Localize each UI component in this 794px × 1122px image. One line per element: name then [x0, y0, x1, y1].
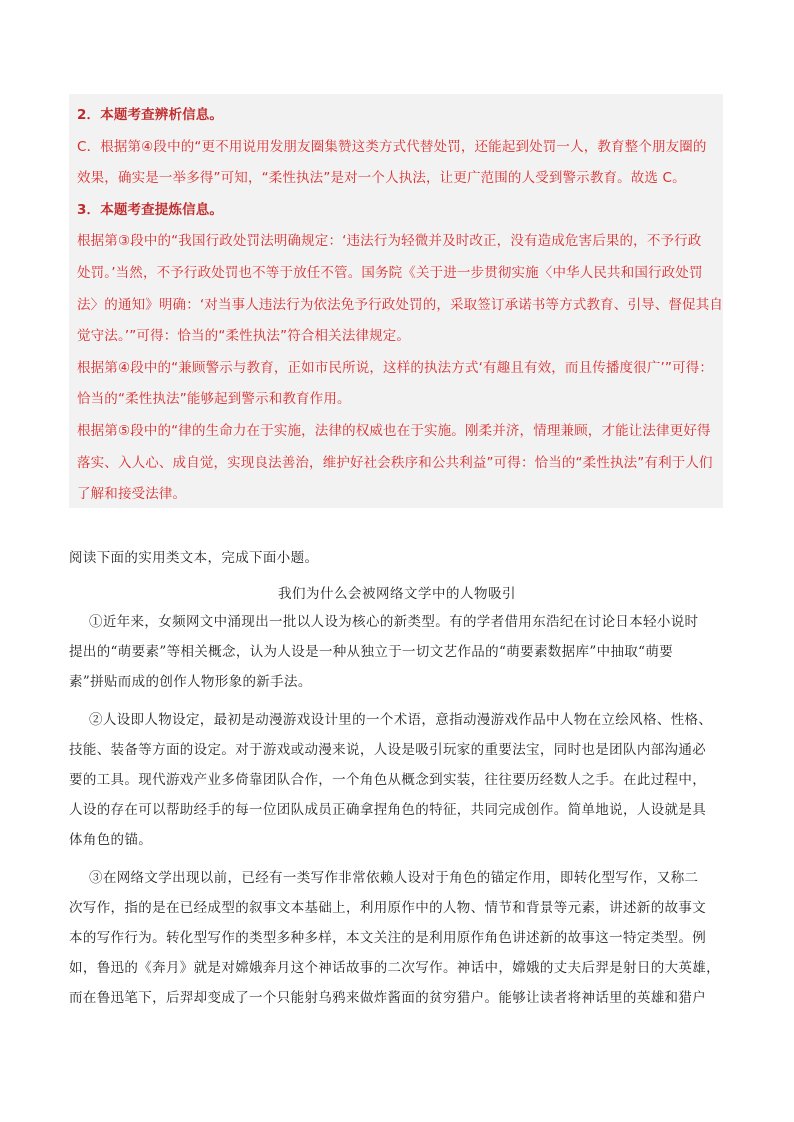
answer-text: 根据第⑤段中的“律的生命力在于实施，法律的权威也在于实施。刚柔并济，情理兼顾，才能让法律更好得	[77, 422, 711, 439]
answer-text: 效果，确实是一举多得”可知，“柔性执法”是对一个人执法，让更广范围的人受到警示教育。故选 C。	[77, 170, 686, 187]
paragraph-line: 次写作，指的是在已经成型的叙事文本基础上，利用原作中的人物、情节和背景等元素，讲述新的故事文	[69, 900, 707, 916]
answer-text: 觉守法。’”可得：恰当的“柔性执法”符合相关法律规定。	[77, 328, 411, 345]
paragraph-line: ①近年来，女频网文中涌现出一批以人设为核心的新类型。有的学者借用东浩纪在讨论日本轻小说时	[89, 614, 699, 630]
answer-text: 处罚。’当然，不予行政处罚也不等于放任不管。国务院《关于进一步贯彻实施〈中华人民共和国行政处罚	[77, 264, 703, 281]
article-title: 我们为什么会被网络文学中的人物吸引	[278, 586, 516, 602]
paragraph-line: 要的工具。现代游戏产业多倚靠团队合作，一个角色从概念到实装，往往要历经数人之手。在此过程中，	[69, 772, 707, 788]
paragraph-line: 技能、装备等方面的设定。对于游戏或动漫来说，人设是吸引玩家的重要法宝，同时也是团队内部沟通必	[69, 742, 707, 758]
paragraph-line: ③在网络文学出现以前，已经有一类写作非常依赖人设对于角色的锚定作用，即转化型写作，又称二	[89, 870, 699, 886]
answer-text: 法〉的通知》明确：‘对当事人违法行为依法免予行政处罚的，采取签订承诺书等方式教育、引导、督促其自	[77, 296, 723, 313]
answer-heading-q3: 3．本题考查提炼信息。	[77, 201, 224, 218]
paragraph-line: 素”拼贴而成的创作人物形象的新手法。	[69, 674, 312, 690]
paragraph-line: 如，鲁迅的《奔月》就是对嫦娥奔月这个神话故事的二次写作。神话中，嫦娥的丈夫后羿是射日的大英雄，	[69, 960, 720, 976]
answer-text: 根据第③段中的“我国行政处罚法明确规定：‘违法行为轻微并及时改正，没有造成危害后果的，不予行政	[77, 233, 702, 250]
answer-text: C．根据第④段中的“更不用说用发朋友圈集赞这类方式代替处罚，还能起到处罚一人，教育整个朋友圈的	[77, 138, 707, 155]
paragraph-line: 提出的“萌要素”等相关概念，认为人设是一种从独立于一切文艺作品的“萌要素数据库”中抽取“萌要	[69, 644, 674, 660]
paragraph-line: 而在鲁迅笔下，后羿却变成了一个只能射乌鸦来做炸酱面的贫穷猎户。能够让读者将神话里的英雄和猎户	[69, 990, 707, 1006]
paragraph-line: 人设的存在可以帮助经手的每一位团队成员正确拿捏角色的特征，共同完成创作。简单地说，人设就是具	[69, 802, 707, 818]
answer-explanation-box	[69, 94, 723, 508]
answer-text: 了解和接受法律。	[77, 486, 187, 503]
answer-heading-q2: 2．本题考查辨析信息。	[77, 107, 224, 123]
paragraph-line: ②人设即人物设定，最初是动漫游戏设计里的一个术语，意指动漫游戏作品中人物在立绘风格、性格、	[89, 712, 713, 728]
answer-text: 落实、入人心、成自觉，实现良法善治，维护好社会秩序和公共利益”可得：恰当的“柔性执法”有利于人们	[77, 454, 713, 471]
answer-text: 根据第④段中的“兼顾警示与教育，正如市民所说，这样的执法方式‘有趣且有效，而且传播度很广’”可得：	[77, 359, 714, 376]
reading-instruction: 阅读下面的实用类文本，完成下面小题。	[69, 550, 319, 566]
paragraph-line: 本的写作行为。转化型写作的类型多种多样，本文关注的是利用原作角色讲述新的故事这一特定类型。例	[69, 930, 707, 946]
paragraph-line: 体角色的锚。	[69, 832, 153, 848]
answer-text: 恰当的“柔性执法”能够起到警示和教育作用。	[77, 391, 351, 408]
